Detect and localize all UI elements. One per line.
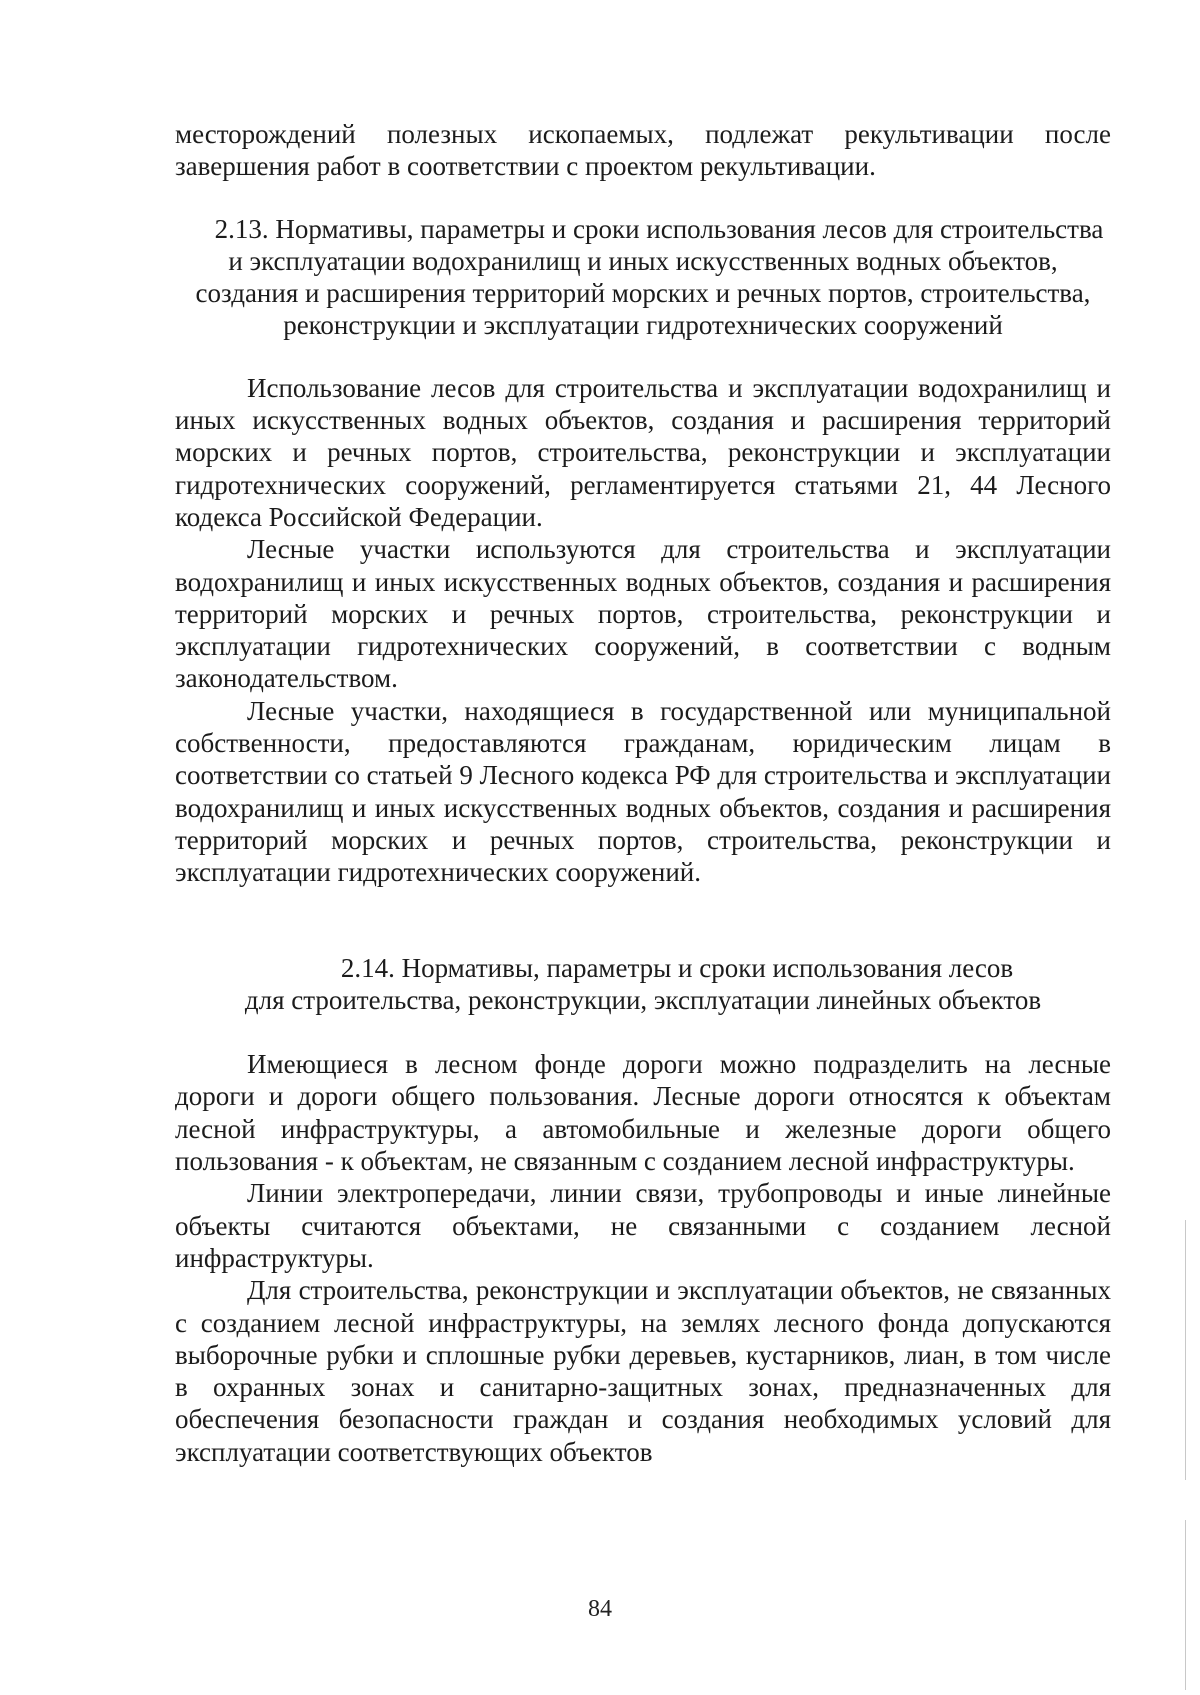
section-2-14-paragraph-3: Для строительства, реконструкции и эксплуатации объектов, не связанных с созданием лесной инфраструктуры, на землях лесного фонда допускаются выборочные рубки и сплошные рубки деревьев, кустарников, лиан, в том числе в охранных зонах и санитарно-защитных зонах, предназначенных для обеспечения безопасности граждан и создания необходимых условий для эксплуатации соответствующих объектов (175, 1275, 1111, 1467)
scan-edge-mark (1185, 1220, 1186, 1480)
section-2-14-heading-line-1: 2.14. Нормативы, параметры и сроки использования лесов (340, 952, 1014, 983)
scan-edge-mark (1185, 1520, 1186, 1690)
section-2-13-paragraph-2: Лесные участки используются для строительства и эксплуатации водохранилищ и иных искусственных водных объектов, создания и расширения территорий морских и речных портов, строительства, реконструкции и эксплуатации гидротехнических сооружений, в соответствии с водным законодательством. (175, 534, 1111, 694)
section-2-14-heading-line-2: для строительства, реконструкции, эксплуатации линейных объектов (244, 984, 1042, 1015)
section-2-13-paragraph-3: Лесные участки, находящиеся в государственной или муниципальной собственности, предоставляются гражданам, юридическим лицам в соответствии со статьей 9 Лесного кодекса РФ для строительства и эксплуатации водохранилищ и иных искусственных водных объектов, создания и расширения территорий морских и речных портов, строительства, реконструкции и эксплуатации гидротехнических сооружений. (175, 695, 1111, 888)
section-2-14-paragraph-1: Имеющиеся в лесном фонде дороги можно подразделить на лесные дороги и дороги общего пользования. Лесные дороги относятся к объектам лесной инфраструктуры, а автомобильные и железные дороги общего пользования - к объектам, не связанным с созданием лесной инфраструктуры. (175, 1049, 1111, 1177)
section-2-13-paragraph-1: Использование лесов для строительства и эксплуатации водохранилищ и иных искусственных водных объектов, создания и расширения территорий морских и речных портов, строительства, реконструкции и эксплуатации гидротехнических сооружений, регламентируется статьями 21, 44 Лесного кодекса Российской Федерации. (175, 372, 1111, 532)
section-2-13-heading (175, 213, 1111, 342)
section-2-13-heading-text: 2.13. Нормативы, параметры и сроки использования лесов для строительства и эксплуатации водохранилищ и иных искусственных водных объектов, создания и расширения территорий морских и речных портов, строительства, реконструкции и эксплуатации гидротехнических сооружений (195, 213, 1104, 341)
intro-paragraph: месторождений полезных ископаемых, подлежат рекультивации после завершения работ в соответствии с проектом рекультивации. (175, 119, 1111, 182)
page-number: 84 (588, 1596, 612, 1622)
document-page (175, 118, 1111, 1468)
section-2-14-heading (175, 952, 1111, 1017)
section-2-14-paragraph-2: Линии электропередачи, линии связи, трубопроводы и иные линейные объекты считаются объектами, не связанными с созданием лесной инфраструктуры. (175, 1178, 1111, 1273)
